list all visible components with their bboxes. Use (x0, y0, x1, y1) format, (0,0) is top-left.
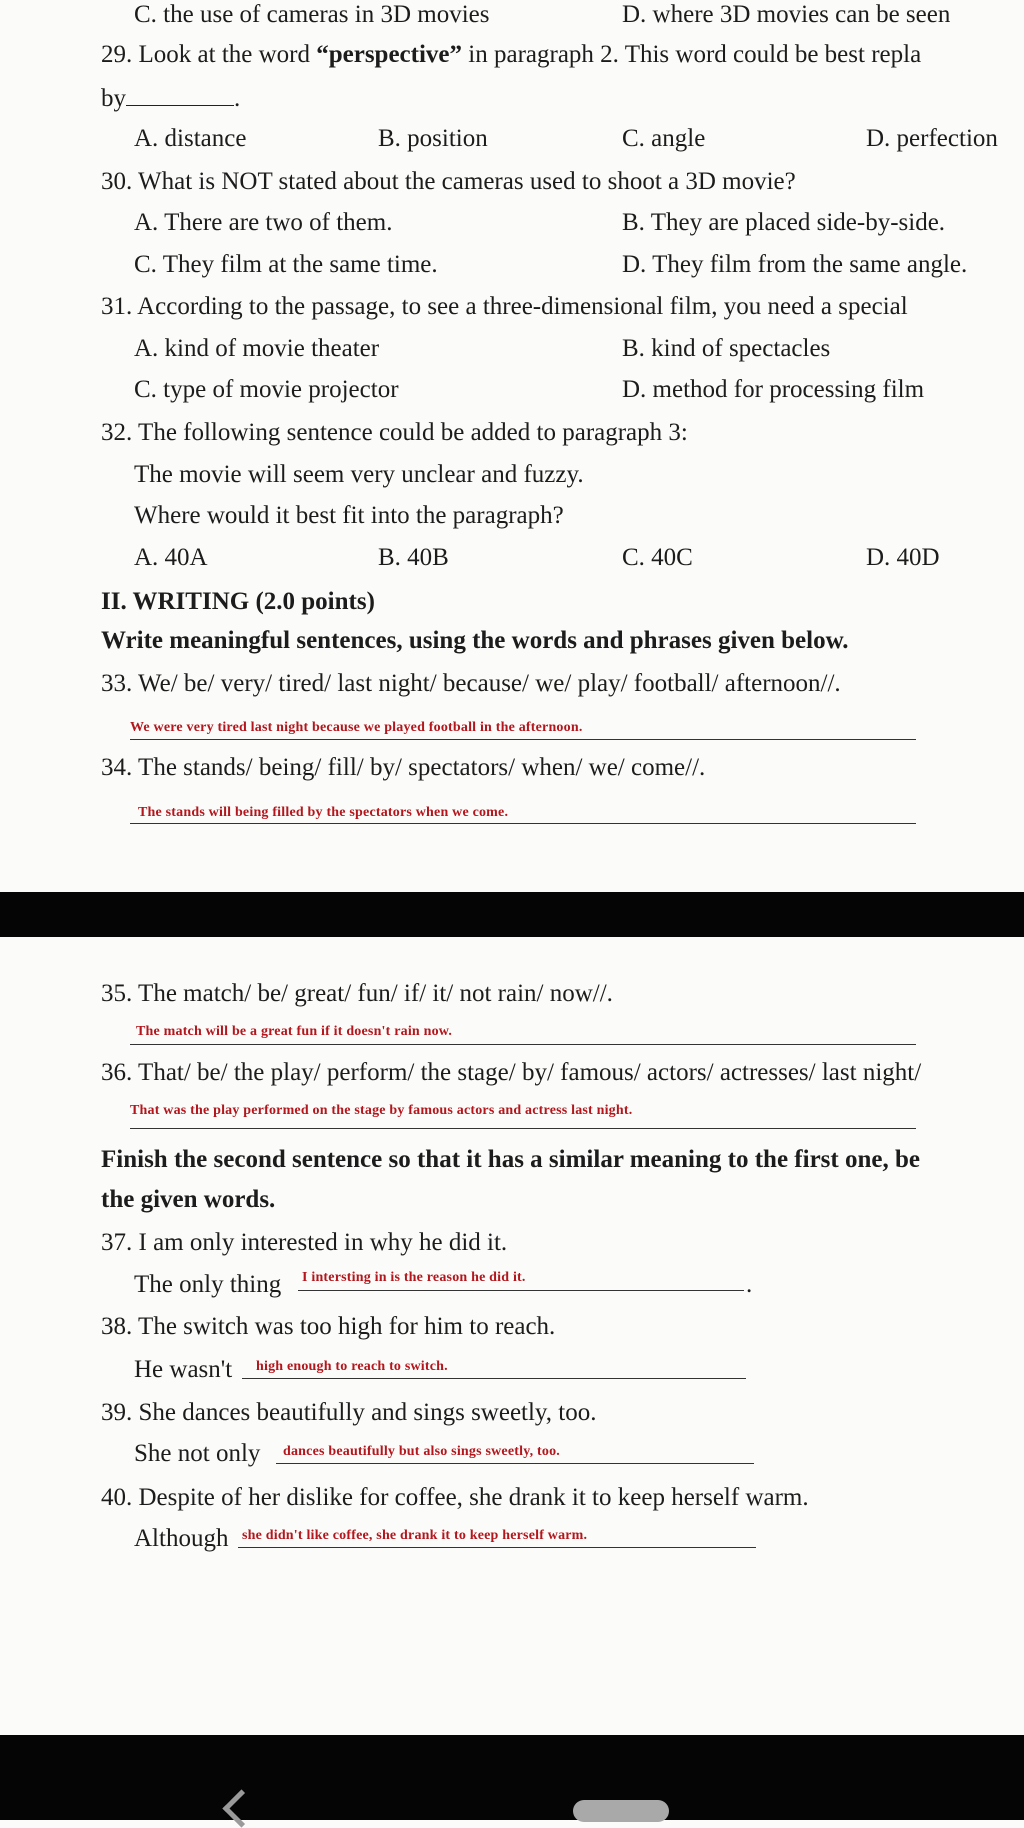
q31-option-d: D. method for processing film (622, 376, 925, 403)
q39-answer: dances beautifully but also sings sweetly, too. (283, 1444, 560, 1459)
q38-prompt: 38. The switch was too high for him to reach. (101, 1313, 556, 1340)
q40-answer: she didn't like coffee, she drank it to keep herself warm. (242, 1528, 588, 1543)
q33-answer-line (130, 739, 916, 740)
q37-prompt: 37. I am only interested in why he did it. (101, 1229, 508, 1256)
q29-option-d: D. perfection (866, 125, 998, 152)
worksheet-page-top (0, 0, 1024, 892)
q32-sentence: The movie will seem very unclear and fuzzy. (134, 461, 584, 488)
q33-answer: We were very tired last night because we played football in the afternoon. (130, 720, 583, 735)
writing-heading: II. WRITING (2.0 points) (101, 588, 375, 615)
q32-option-a: A. 40A (134, 544, 208, 571)
writing-instruction-1: Write meaningful sentences, using the words and phrases given below. (101, 627, 849, 654)
home-pill-icon[interactable] (573, 1800, 669, 1822)
q29-blank (126, 85, 234, 106)
writing-instruction-2: Finish the second sentence so that it has a similar meaning to the first one, be (101, 1146, 920, 1173)
q34-answer-line (130, 823, 916, 824)
q29-by-line (101, 85, 240, 111)
worksheet-page-bottom (0, 937, 1024, 1735)
q40-lead: Although (134, 1525, 229, 1552)
q33-prompt: 33. We/ be/ very/ tired/ last night/ because/ we/ play/ football/ afternoon//. (101, 670, 841, 697)
q40-answer-line (238, 1547, 756, 1548)
q34-prompt: 34. The stands/ being/ fill/ by/ spectators/ when/ we/ come//. (101, 754, 706, 781)
q32-option-b: B. 40B (378, 544, 449, 571)
q39-lead: She not only (134, 1440, 261, 1467)
q30-option-d: D. They film from the same angle. (622, 251, 968, 278)
q28-option-d: D. where 3D movies can be seen (622, 1, 951, 28)
q36-answer-line (130, 1128, 916, 1129)
q39-prompt: 39. She dances beautifully and sings sweetly, too. (101, 1399, 597, 1426)
q31-stem: 31. According to the passage, to see a three-dimensional film, you need a special (101, 293, 908, 320)
q35-answer-line (130, 1044, 916, 1045)
q30-stem: 30. What is NOT stated about the cameras used to shoot a 3D movie? (101, 168, 796, 195)
q35-answer: The match will be a great fun if it doesn't rain now. (136, 1024, 453, 1039)
q32-option-d: D. 40D (866, 544, 940, 571)
q38-answer: high enough to reach to switch. (256, 1359, 448, 1374)
writing-instruction-2-cont: the given words. (101, 1186, 276, 1213)
q31-option-c: C. type of movie projector (134, 376, 399, 403)
q32-stem: 32. The following sentence could be added to paragraph 3: (101, 419, 688, 446)
q29-option-b: B. position (378, 125, 488, 152)
q30-option-b: B. They are placed side-by-side. (622, 209, 946, 236)
q28-option-c: C. the use of cameras in 3D movies (134, 1, 490, 28)
q32-option-c: C. 40C (622, 544, 693, 571)
q31-option-b: B. kind of spectacles (622, 335, 831, 362)
navigation-bar (0, 1735, 1024, 1820)
q40-prompt: 40. Despite of her dislike for coffee, she drank it to keep herself warm. (101, 1484, 809, 1511)
q30-option-c: C. They film at the same time. (134, 251, 438, 278)
q31-option-a: A. kind of movie theater (134, 335, 380, 362)
q29-by-end: . (234, 85, 241, 112)
q36-answer: That was the play performed on the stage by famous actors and actress last night. (130, 1103, 633, 1118)
q34-answer: The stands will being filled by the spectators when we come. (138, 805, 509, 820)
q36-prompt: 36. That/ be/ the play/ perform/ the stage/ by/ famous/ actors/ actresses/ last night/ (101, 1059, 922, 1086)
q38-lead: He wasn't (134, 1356, 233, 1383)
q37-answer-line (298, 1290, 744, 1291)
q29-by: by (101, 85, 126, 112)
q37-end: . (746, 1271, 753, 1298)
q29-option-c: C. angle (622, 125, 706, 152)
q38-answer-line (242, 1378, 746, 1379)
q29-stem-end: in paragraph 2. This word could be best repla (462, 41, 922, 68)
q32-question: Where would it best fit into the paragraph? (134, 502, 564, 529)
q35-prompt: 35. The match/ be/ great/ fun/ if/ it/ not rain/ now//. (101, 980, 613, 1007)
page-separator-bar (0, 892, 1024, 937)
q30-option-a: A. There are two of them. (134, 209, 393, 236)
q29-stem-start: 29. Look at the word (101, 41, 317, 68)
q29-keyword: “perspective” (316, 41, 463, 68)
q37-lead: The only thing (134, 1271, 282, 1298)
q39-answer-line (276, 1463, 754, 1464)
q29-option-a: A. distance (134, 125, 247, 152)
q29-stem (101, 42, 921, 67)
q37-answer: I intersting in is the reason he did it. (302, 1270, 526, 1285)
